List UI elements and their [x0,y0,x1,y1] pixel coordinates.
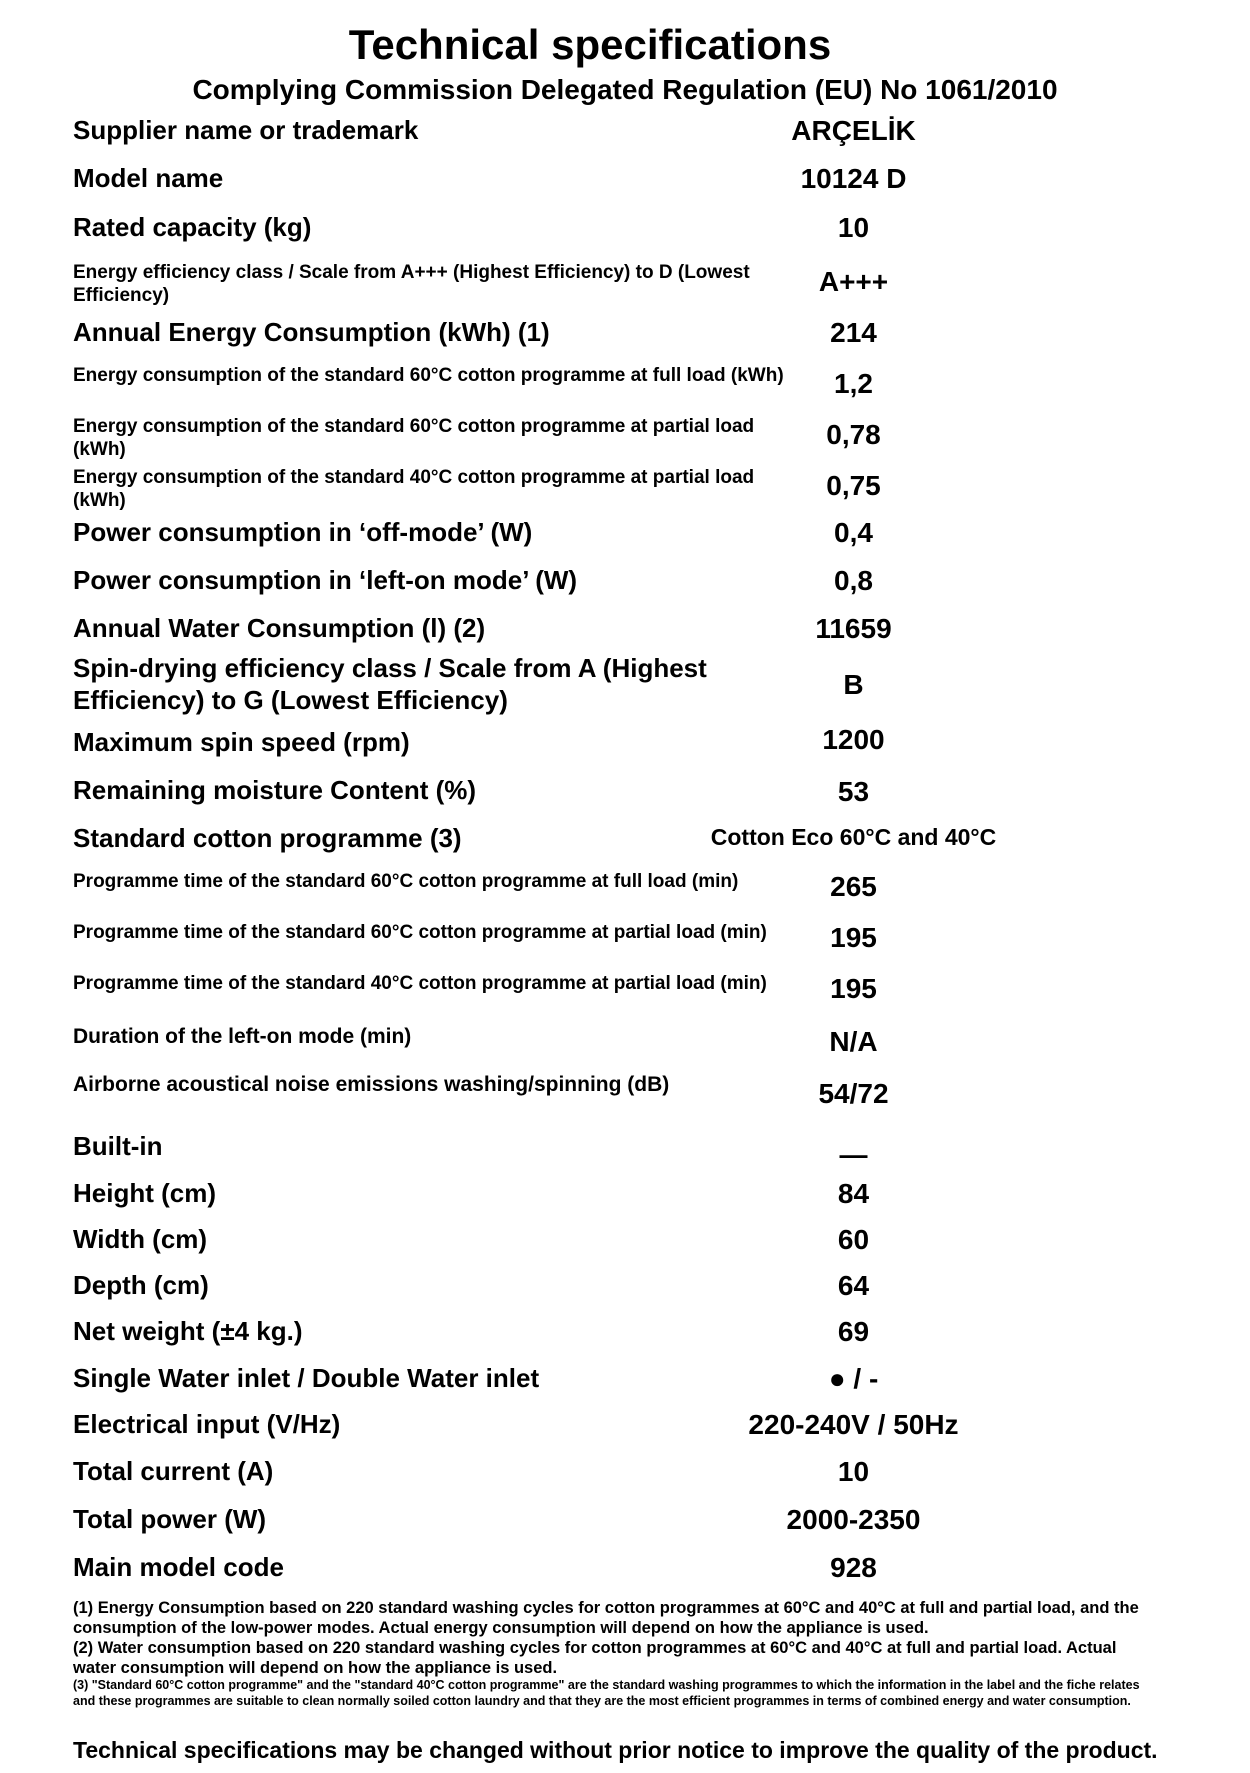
spec-value: 64 [837,1270,870,1301]
footnotes [73,1598,1153,1709]
spec-label: Airborne acoustical noise emissions washing/spinning (dB) [73,1073,670,1096]
spec-value: 10 [837,212,870,243]
spec-label: Main model code [73,1552,284,1582]
spec-value: ARÇELİK [791,115,916,146]
spec-label: Depth (cm) [73,1270,209,1300]
spec-label: Model name [73,163,224,193]
spec-label: Power consumption in ‘off-mode’ (W) [73,517,533,547]
page-subtitle: Complying Commission Delegated Regulation (EU) No 1061/2010 [192,74,1058,105]
spec-value: 60 [837,1224,870,1255]
spec-label: Electrical input (V/Hz) [73,1409,341,1439]
spec-label: Annual Energy Consumption (kWh) (1) [73,317,550,347]
spec-label: Energy consumption of the standard 60°C cotton programme at full load (kWh) [73,365,784,386]
spec-label: Remaining moisture Content (%) [73,775,477,805]
spec-value: B [843,669,864,700]
footnote-2: (2) Water consumption based on 220 standard washing cycles for cotton programmes at 60°C and 40°C at full and partial load. Actual water consumption will depend on how the appliance is used. [73,1639,1117,1677]
spec-label: Width (cm) [73,1224,208,1254]
spec-label: Duration of the left-on mode (min) [73,1025,412,1048]
spec-value: — [839,1139,868,1170]
spec-label: Height (cm) [73,1178,216,1208]
spec-label: Programme time of the standard 40°C cotton programme at partial load (min) [73,973,767,994]
spec-label: Annual Water Consumption (l) (2) [73,613,486,643]
spec-value: 53 [837,776,870,807]
spec-label: Supplier name or trademark [73,115,419,145]
spec-label: Total power (W) [73,1504,267,1534]
spec-label: Built-in [73,1131,163,1161]
page-title: Technical specifications [348,21,832,68]
spec-label: Energy efficiency class / Scale from A+++ (Highest Efficiency) to D (Lowest Efficiency) [73,262,750,306]
spec-value: 1,2 [834,368,873,399]
spec-label: Power consumption in ‘left-on mode’ (W) [73,565,578,595]
spec-value: 0,8 [834,565,873,596]
spec-value: Cotton Eco 60°C and 40°C [710,824,997,850]
spec-value: 2000-2350 [786,1504,921,1535]
spec-value: 0,75 [826,470,881,501]
spec-value: 928 [830,1552,877,1583]
footnote-1: (1) Energy Consumption based on 220 standard washing cycles for cotton programmes at 60°C and 40°C at full and partial load, and the consumption of the low-power modes. Actual energy consumption will depend on how the appliance is used. [73,1599,1139,1637]
spec-label: Energy consumption of the standard 60°C cotton programme at partial load (kWh) [73,416,755,460]
spec-value: 195 [830,973,877,1004]
spec-value: N/A [829,1026,878,1057]
spec-label: Total current (A) [73,1456,274,1486]
spec-value: 11659 [815,613,892,644]
spec-value: 69 [837,1316,870,1347]
spec-value: 10124 D [800,163,907,194]
spec-value: 220-240V / 50Hz [748,1409,959,1440]
spec-value: 54/72 [818,1078,889,1109]
closing-notice: Technical specifications may be changed without prior notice to improve the quality of the product. [73,1737,1158,1763]
spec-value: 10 [837,1456,870,1487]
spec-label: Programme time of the standard 60°C cotton programme at full load (min) [73,871,739,892]
spec-label: Net weight (±4 kg.) [73,1316,303,1346]
spec-value: 195 [830,922,877,953]
spec-value: 214 [830,317,877,348]
spec-label: Spin-drying efficiency class / Scale from A (Highest Efficiency) to G (Lowest Efficiency) [73,653,707,715]
spec-label: Rated capacity (kg) [73,212,312,242]
spec-value: 0,4 [834,517,873,548]
spec-value: 84 [837,1178,870,1209]
spec-label: Energy consumption of the standard 40°C cotton programme at partial load (kWh) [73,467,755,511]
spec-value: A+++ [818,266,889,297]
spec-value: ● / - [828,1363,879,1394]
footnote-3: (3) "Standard 60°C cotton programme" and the "standard 40°C cotton programme" are the standard washing programmes to which the information in the label and the fiche relates and these programmes are suitable to clean normally soiled cotton laundry and that they are the most efficient programmes in terms of combined energy and water consumption. [73,1678,1140,1708]
spec-label: Standard cotton programme (3) [73,823,462,853]
spec-value: 1200 [822,724,885,755]
spec-label: Single Water inlet / Double Water inlet [73,1363,540,1393]
spec-value: 0,78 [826,419,881,450]
spec-label: Programme time of the standard 60°C cotton programme at partial load (min) [73,922,767,943]
spec-value: 265 [830,871,877,902]
spec-label: Maximum spin speed (rpm) [73,727,410,757]
